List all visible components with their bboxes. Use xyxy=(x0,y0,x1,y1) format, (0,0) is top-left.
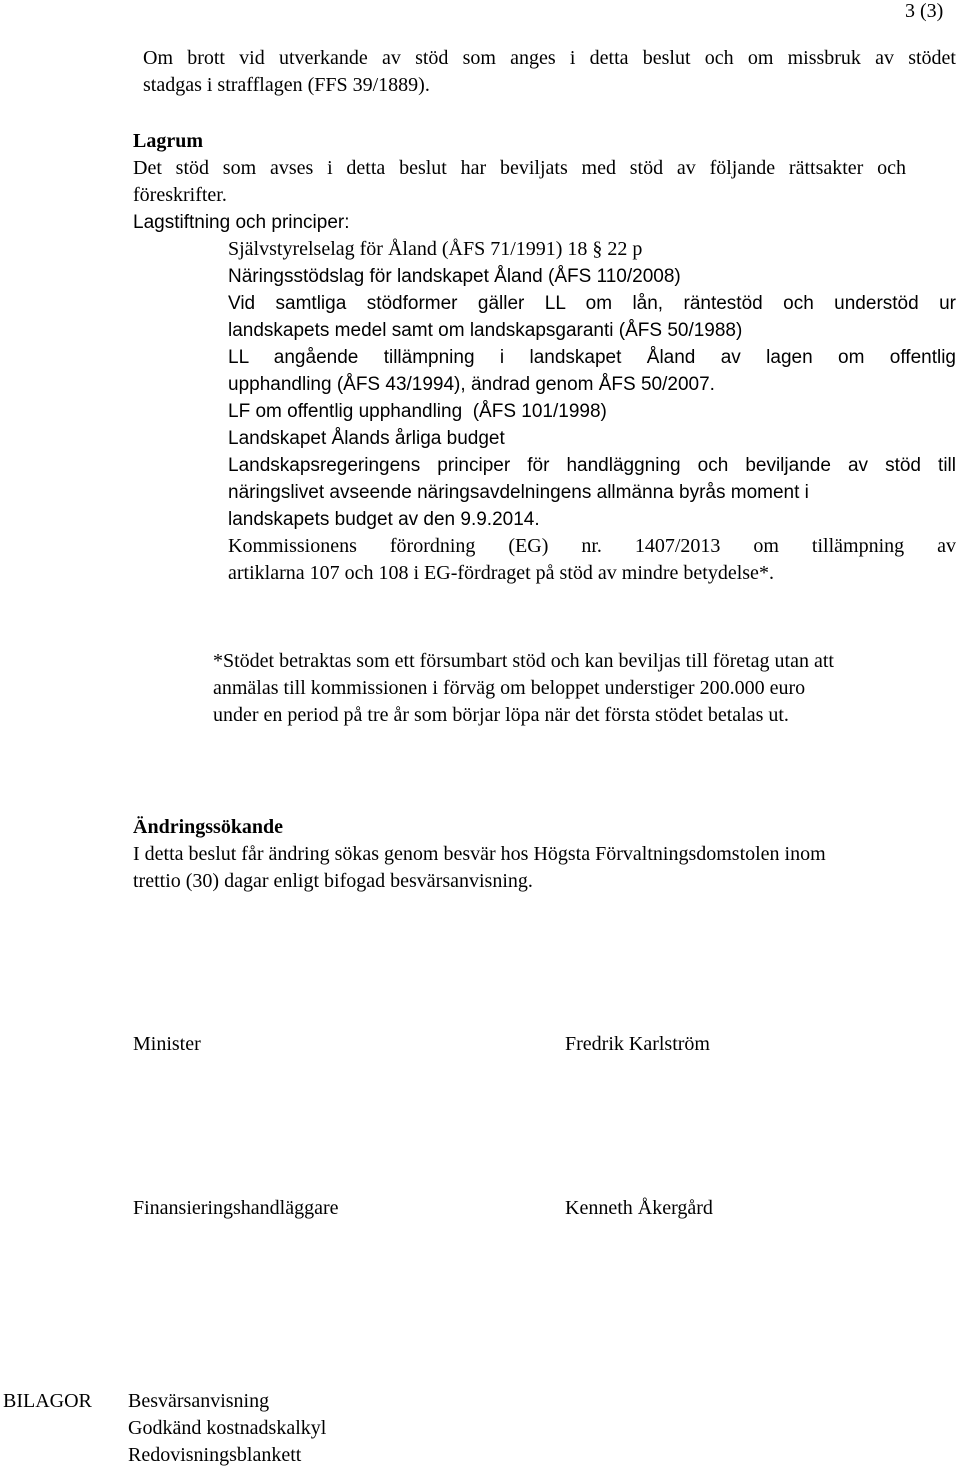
principles-label: Lagstiftning och principer: xyxy=(133,212,350,233)
signature-name-officer: Kenneth Åkergård xyxy=(565,1197,713,1219)
appeal-line: I detta beslut får ändring sökas genom besvär hos Högsta Förvaltningsdomstolen inom xyxy=(133,843,826,865)
lagrum-line: Det stöd som avses i detta beslut har beviljats med stöd av följande rättsakter och xyxy=(133,157,906,179)
footnote-line: anmälas till kommissionen i förväg om beloppet understiger 200.000 euro xyxy=(213,677,806,699)
footnote-line: under en period på tre år som börjar löpa när det första stödet betalas ut. xyxy=(213,704,789,726)
appeal-line: trettio (30) dagar enligt bifogad besvärsanvisning. xyxy=(133,870,533,892)
footnote-line: *Stödet betraktas som ett försumbart stöd och kan beviljas till företag utan att xyxy=(213,650,834,672)
signature-name-minister: Fredrik Karlström xyxy=(565,1033,710,1055)
list-item: landskapets medel samt om landskapsgaranti (ÅFS 50/1988) xyxy=(228,320,743,341)
attachments-label: BILAGOR xyxy=(3,1390,92,1412)
list-item: LL angående tillämpning i landskapet Åland av lagen om offentlig xyxy=(228,347,956,368)
page-number: 3 (3) xyxy=(905,0,944,22)
lagrum-line: föreskrifter. xyxy=(133,184,227,206)
appeal-text xyxy=(133,841,956,895)
attachments-list xyxy=(128,1388,326,1469)
list-item: Kommissionens förordning (EG) nr. 1407/2013 om tillämpning av xyxy=(228,535,956,557)
appeal-heading: Ändringssökande xyxy=(133,816,284,838)
intro-line: stadgas i strafflagen (FFS 39/1889). xyxy=(143,74,430,96)
list-item: upphandling (ÅFS 43/1994), ändrad genom ÅFS 50/2007. xyxy=(228,374,715,395)
footnote xyxy=(213,648,953,729)
lagrum-heading: Lagrum xyxy=(133,130,203,152)
principles-list xyxy=(228,236,956,587)
list-item: Vid samtliga stödformer gäller LL om lån, räntestöd och understöd ur xyxy=(228,293,956,314)
intro-line: Om brott vid utverkande av stöd som anges i detta beslut och om missbruk av stödet xyxy=(143,47,956,69)
attachment-item: Redovisningsblankett xyxy=(128,1444,302,1466)
attachment-item: Godkänd kostnadskalkyl xyxy=(128,1417,327,1439)
lagrum-intro xyxy=(133,155,906,209)
list-item: näringslivet avseende näringsavdelningens allmänna byrås moment i xyxy=(228,482,809,503)
signature-title-minister: Minister xyxy=(133,1033,201,1055)
signature-title-officer: Finansieringshandläggare xyxy=(133,1197,339,1219)
list-item: artiklarna 107 och 108 i EG-fördraget på stöd av mindre betydelse*. xyxy=(228,562,774,584)
list-item: Näringsstödslag för landskapet Åland (ÅFS 110/2008) xyxy=(228,266,681,287)
list-item: landskapets budget av den 9.9.2014. xyxy=(228,509,540,530)
list-item: Landskapet Ålands årliga budget xyxy=(228,428,505,449)
list-item: Självstyrelselag för Åland (ÅFS 71/1991) 18 § 22 p xyxy=(228,238,643,260)
attachment-item: Besvärsanvisning xyxy=(128,1390,270,1412)
list-item: Landskapsregeringens principer för handläggning och beviljande av stöd till xyxy=(228,455,956,476)
list-item: LF om offentlig upphandling (ÅFS 101/1998) xyxy=(228,401,607,422)
intro-paragraph xyxy=(143,45,956,99)
